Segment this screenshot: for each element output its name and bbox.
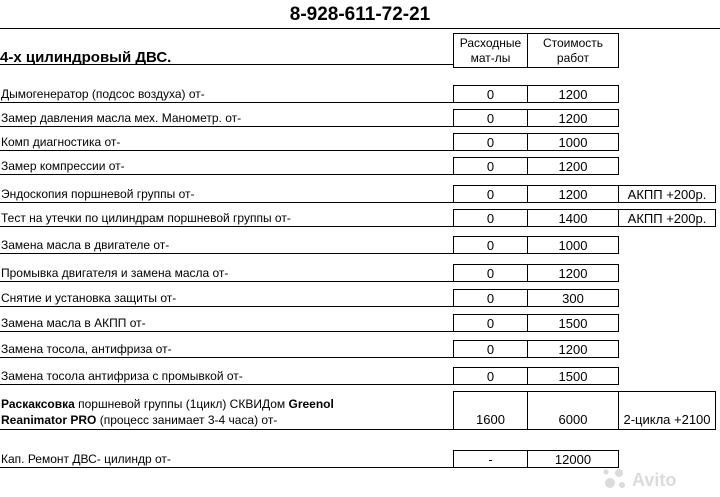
cost-cell: 1200: [527, 340, 619, 358]
materials-cell: 0: [453, 133, 528, 151]
row-label: Эндоскопия поршневой группы от-: [1, 187, 195, 201]
row-underline: [0, 102, 453, 103]
cost-cell: 1000: [527, 133, 619, 151]
title-underline: [0, 64, 453, 65]
special-note-cell: 2-цикла +2100: [618, 391, 716, 430]
row-label: Дымогенератор (подсос воздуха) от-: [1, 87, 205, 101]
last-row-materials-cell: -: [453, 450, 528, 468]
row-label: Замена тосола, антифриза от-: [1, 342, 172, 356]
last-row-cost-cell: 12000: [527, 450, 619, 468]
materials-cell: 0: [453, 289, 528, 307]
cost-cell: 1500: [527, 314, 619, 332]
cost-cell: 1500: [527, 367, 619, 385]
avito-watermark: [602, 465, 712, 493]
avito-logo-dot-icon: [605, 478, 615, 488]
phone-number: 8-928-611-72-21: [0, 2, 720, 29]
cost-cell: 300: [527, 289, 619, 307]
cost-cell: 1200: [527, 85, 619, 103]
row-underline: [0, 226, 453, 227]
row-label: Замер компрессии от-: [1, 159, 125, 173]
special-materials-cell: 1600: [453, 391, 528, 430]
cost-cell: 1000: [527, 236, 619, 254]
materials-cell: 0: [453, 157, 528, 175]
cost-cell: 1200: [527, 157, 619, 175]
row-underline: [0, 202, 453, 203]
avito-logo-dot-icon: [615, 469, 623, 477]
row-label: Замена тосола антифриза с промывкой от-: [1, 369, 243, 383]
row-underline: [0, 150, 453, 151]
materials-cell: 0: [453, 314, 528, 332]
row-underline: [0, 331, 453, 332]
last-row-label: Кап. Ремонт ДВС- цилиндр от-: [1, 452, 171, 466]
row-underline: [0, 174, 453, 175]
materials-cell: 0: [453, 109, 528, 127]
row-label: Промывка двигателя и замена масла от-: [1, 266, 229, 280]
row-label: Снятие и установка защиты от-: [1, 291, 177, 305]
materials-cell: 0: [453, 367, 528, 385]
row-underline: [0, 357, 453, 358]
row-label: Замена масла в АКПП от-: [1, 316, 146, 330]
note-cell: АКПП +200р.: [618, 209, 716, 227]
materials-cell: 0: [453, 236, 528, 254]
row-label: Тест на утечки по цилиндрам поршневой группы от-: [1, 211, 291, 225]
row-underline: [0, 126, 453, 127]
special-cost-cell: 6000: [527, 391, 619, 430]
avito-wordmark: Avito: [632, 470, 677, 490]
cost-cell: 1200: [527, 185, 619, 203]
materials-cell: 0: [453, 340, 528, 358]
row-underline: [0, 384, 453, 385]
materials-cell: 0: [453, 85, 528, 103]
row-label: Замер давления масла мех. Манометр. от-: [1, 111, 242, 125]
row-label: Комп диагностика от-: [1, 135, 121, 149]
cost-cell: 1200: [527, 264, 619, 282]
materials-cell: 0: [453, 264, 528, 282]
row-underline: [0, 281, 453, 282]
cost-cell: 1200: [527, 109, 619, 127]
row-underline: [0, 306, 453, 307]
materials-cell: 0: [453, 209, 528, 227]
note-cell: АКПП +200р.: [618, 185, 716, 203]
special-service-label: Раскаксовка поршневой группы (1цикл) СКВИДом Greenol Reanimator PRO (процесс занимает 3-4 часа) от-: [1, 397, 334, 427]
avito-logo-dot-icon: [619, 482, 625, 488]
materials-cell: 0: [453, 185, 528, 203]
page-title: 4-х цилиндровый ДВС.: [0, 49, 172, 66]
column-header-cost: Стоимость работ: [527, 33, 619, 68]
row-label: Замена масла в двигателе от-: [1, 238, 170, 252]
special-row-underline: [0, 429, 453, 430]
cost-cell: 1400: [527, 209, 619, 227]
column-header-materials: Расходные мат-лы: [453, 33, 528, 68]
row-underline: [0, 253, 453, 254]
last-row-underline: [0, 467, 453, 468]
avito-logo-dot-icon: [604, 470, 609, 475]
